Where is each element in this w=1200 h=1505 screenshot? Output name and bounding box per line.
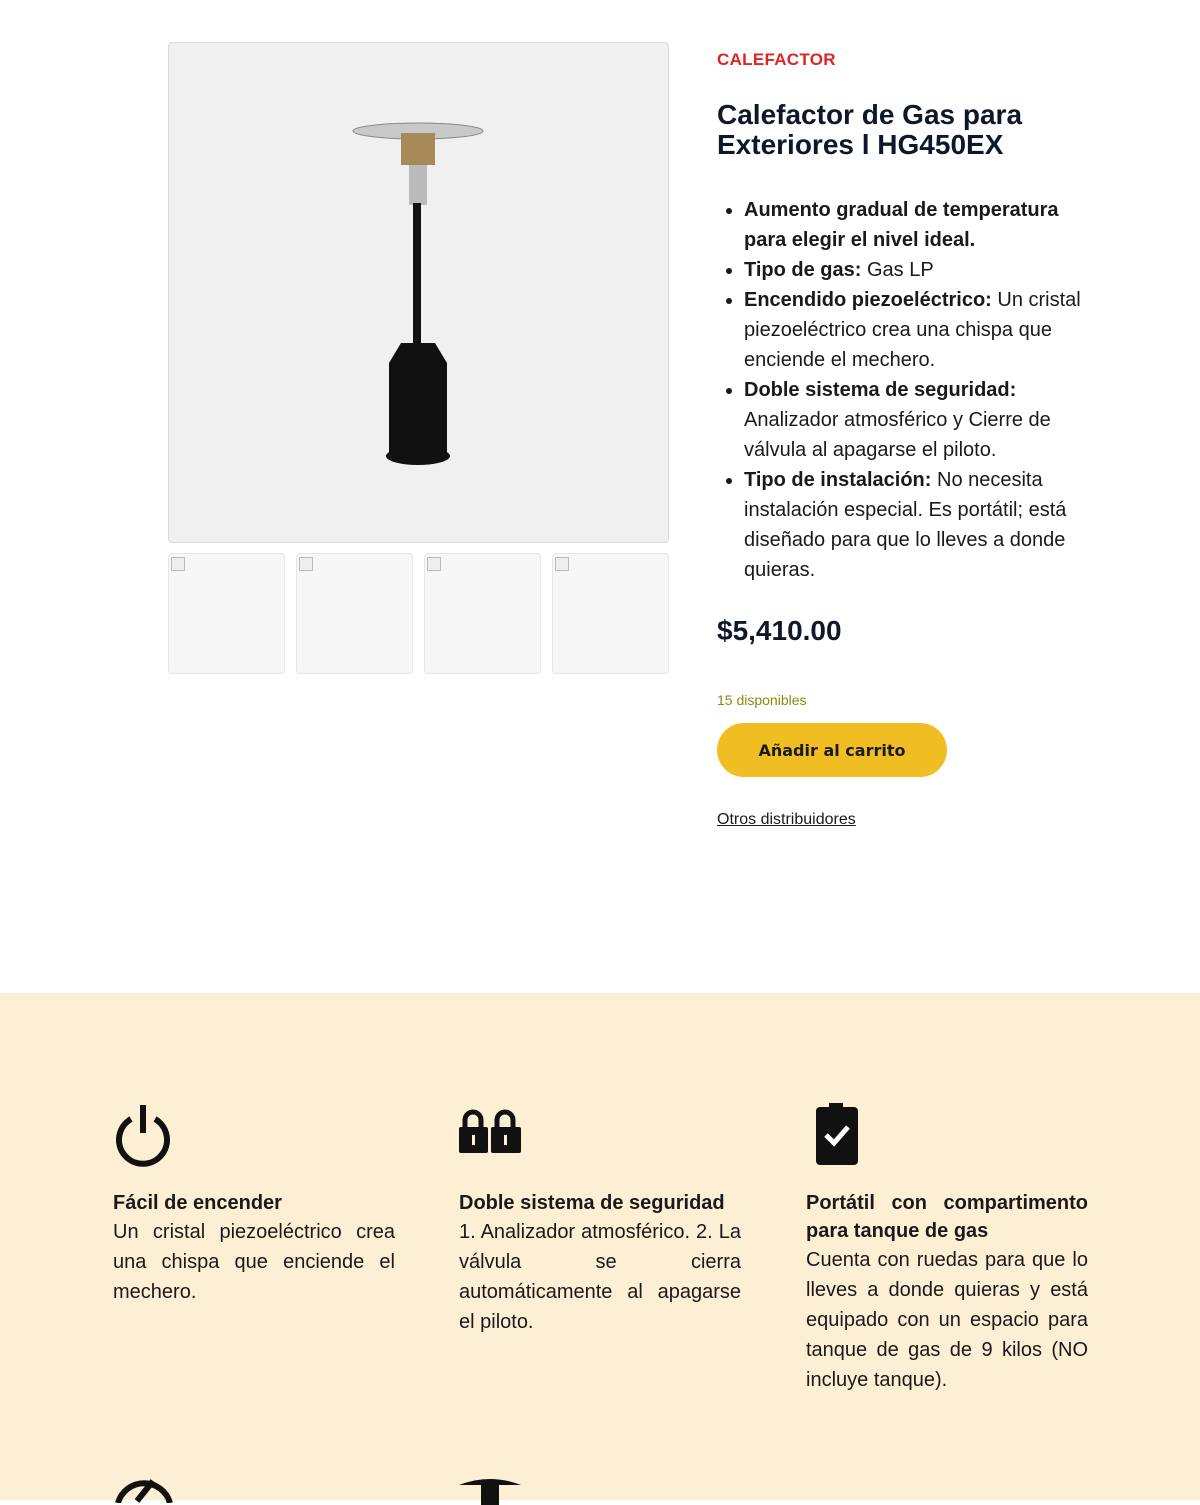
gauge-icon — [113, 1463, 175, 1503]
bullet-text: Gas LP — [861, 259, 934, 281]
list-item — [744, 195, 1092, 255]
feature-easy-ignition — [113, 1103, 395, 1307]
bullet-text: No necesita instalación especial. Es portátil; está diseñado para que lo lleves a donde quieras. — [744, 469, 1067, 581]
product-title: Calefactor de Gas para Exteriores l HG450EX — [717, 99, 1023, 160]
feature-double-safety — [459, 1103, 741, 1337]
product-summary — [717, 50, 1092, 829]
power-icon — [113, 1103, 173, 1167]
feature-list — [717, 195, 1092, 585]
bullet-label: Encendido piezoeléctrico: — [744, 289, 992, 311]
list-item — [744, 285, 1092, 375]
other-distributors-link[interactable]: Otros distribuidores — [717, 811, 856, 828]
feature-text: Cuenta con ruedas para que lo lleves a donde quieras y está equipado con un espacio para tanque de gas de 9 kilos (NO incluye tanque). — [806, 1249, 1088, 1391]
feature-title: Portátil con compartimento para tanque de gas — [806, 1192, 1088, 1242]
padlocks-icon — [459, 1103, 523, 1167]
bullet-label: Doble sistema de seguridad: — [744, 379, 1017, 401]
feature-text: Un cristal piezoeléctrico crea una chispa que enciende el mechero. — [113, 1221, 395, 1303]
bullet-label: Aumento gradual de temperatura para elegir el nivel ideal. — [744, 199, 1059, 251]
heater-icon — [459, 1475, 521, 1505]
feature-title: Fácil de encender — [113, 1192, 282, 1214]
thumbnail[interactable] — [296, 553, 413, 674]
thumbnail[interactable] — [552, 553, 669, 674]
add-to-cart-button[interactable]: Añadir al carrito — [717, 723, 947, 777]
battery-check-icon — [806, 1103, 866, 1167]
bullet-text: Un cristal piezoeléctrico crea una chispa que enciende el mechero. — [744, 289, 1081, 371]
patio-heater-image — [169, 43, 670, 544]
thumbnail-strip — [168, 553, 669, 674]
product-price: $5,410.00 — [717, 615, 842, 646]
bullet-label: Tipo de instalación: — [744, 469, 932, 491]
bullet-text: Analizador atmosférico y Cierre de válvula al apagarse el piloto. — [744, 409, 1051, 461]
list-item — [744, 465, 1092, 585]
thumbnail[interactable] — [424, 553, 541, 674]
features-section — [0, 993, 1200, 1500]
list-item — [744, 255, 1092, 285]
bullet-label: Tipo de gas: — [744, 259, 862, 281]
thumbnail[interactable] — [168, 553, 285, 674]
list-item — [744, 375, 1092, 465]
stock-status: 15 disponibles — [717, 692, 807, 708]
feature-text: 1. Analizador atmosférico. 2. La válvula se cierra automáticamente al apagarse el piloto. — [459, 1221, 741, 1333]
feature-title: Doble sistema de seguridad — [459, 1192, 725, 1214]
product-main-image[interactable] — [168, 42, 669, 543]
feature-portable — [806, 1103, 1088, 1395]
product-category[interactable]: CALEFACTOR — [717, 50, 836, 69]
